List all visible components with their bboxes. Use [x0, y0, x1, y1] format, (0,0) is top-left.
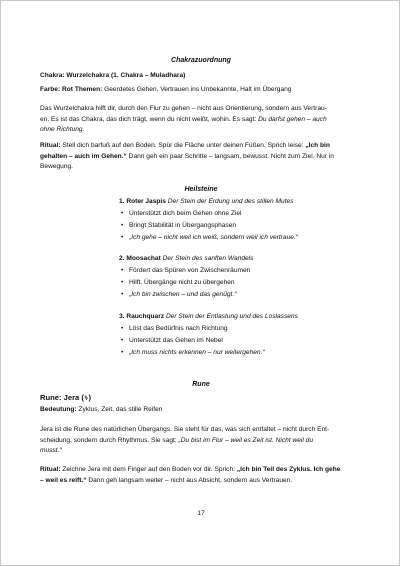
stone-number: 2. [119, 255, 125, 262]
chakra-paragraph-line-2 [40, 115, 362, 126]
stone-title-1 [119, 197, 294, 208]
color-themes-line [40, 85, 362, 96]
stone-name: Moosachat [126, 255, 161, 262]
stone-2-quote: • „Ich bin zwischen – und das genügt.“ [129, 290, 236, 301]
rune-ritual-line-1-bold: „Ich bin Teil des Zyklus. Ich gehe [236, 466, 341, 473]
chakra-ritual-line-1 [40, 141, 362, 152]
section-heading-rune: Rune [192, 381, 210, 388]
rune-paragraph [40, 425, 362, 457]
rune-paragraph-line-1: Jera ist die Rune des natürlichen Übergangs. Sie steht für das, was sich entfaltet – nicht durch Ent- [40, 426, 330, 433]
rune-paragraph-line-2-italic: „Du bist im Flur – weil es Zeit ist. Nicht weil du [178, 436, 314, 444]
section-heading-chakra: Chakrazuordnung [171, 57, 231, 64]
stone-subtitle: Der Stein der Entlastung und des Loslassens [165, 313, 298, 320]
rune-paragraph-line-3: musst.“ [40, 447, 62, 455]
rune-meaning-value: Zyklus, Zeit, das stille Reifen [78, 406, 163, 413]
rune-paragraph-line-2 [40, 436, 362, 447]
chakra-ritual-line-2 [40, 152, 362, 163]
stone-2-bullet-2: • Hilft, Übergänge nicht zu übergehen [129, 278, 235, 289]
chakra-ritual-line-1-bold: „Ich bin [305, 142, 330, 149]
chakra-paragraph [40, 104, 362, 136]
chakra-line: Chakra: Wurzelchakra (1. Chakra – Muladhara) [40, 72, 186, 79]
rune-paragraph-line-2-text: scheidung, sondern durch Rhythmus. Sie sagt: [40, 436, 179, 444]
stone-3-quote: • „Ich muss nichts erkennen – nur weitergehen.“ [129, 348, 265, 359]
color-label: Farbe: Rot [40, 86, 73, 93]
rune-ritual-line-1-text: Zeichne Jera mit dem Finger auf den Boden vor dir. Sprich: [62, 466, 237, 473]
stone-number: 3. [119, 313, 125, 320]
page-number: 17 [197, 510, 205, 517]
chakra-ritual-line-2-bold: gehalten – auch im Gehen.“ [40, 152, 127, 160]
stone-subtitle: Der Stein der Erdung und des stillen Mutes [167, 198, 294, 205]
chakra-ritual-line-1-text: Stell dich barfuß auf den Boden. Spür die Fläche unter deinen Füßen. Sprich leise: [62, 142, 306, 149]
rune-ritual-line-1 [40, 465, 362, 476]
chakra-paragraph-line-3: ohne Richtung. [40, 126, 85, 134]
stone-3-bullet-2: • Unterstützt das Gehen im Nebel [129, 336, 223, 347]
chakra-ritual-label: Ritual: [40, 142, 61, 149]
section-heading-stones: Heilsteine [184, 186, 218, 193]
rune-ritual-line-2-bold: – weil es reift.“ [40, 476, 87, 484]
stone-name: Rauchquarz [126, 313, 165, 320]
stone-1-bullet-1: • Unterstützt dich beim Gehen ohne Ziel [129, 209, 242, 220]
chakra-ritual-line-3: Bewegung. [40, 163, 73, 171]
rune-ritual-label: Ritual: [40, 466, 61, 473]
stone-title-3 [119, 312, 298, 323]
chakra-ritual-line-2-text: Dann geh ein paar Schritte – langsam, bewusst. Nicht zum Ziel. Nur in [126, 152, 334, 160]
rune-ritual-line-2-text: Dann geh langsam weiter – nicht aus Absicht, sondern aus Vertrauen. [86, 476, 293, 484]
stone-subtitle: Der Stein des sanften Wandels [162, 255, 254, 262]
stone-title-2 [119, 254, 253, 265]
chakra-paragraph-line-2-italic: Du darfst gehen – auch [258, 115, 327, 123]
chakra-paragraph-line-2-text: en. Es ist das Chakra, das dich trägt, wenn du nicht weißt, wohin. Es sagt: [40, 115, 259, 123]
chakra-ritual [40, 141, 362, 173]
rune-title: Rune: Jera (ᛃ) [40, 393, 91, 402]
stone-name: Roter Jaspis [126, 198, 166, 205]
rune-meaning-line [40, 405, 362, 416]
rune-ritual-line-2 [40, 476, 362, 487]
chakra-paragraph-line-1: Das Wurzelchakra hilft dir, durch den Flur zu gehen – nicht aus Orientierung, sondern aus Vertrau- [40, 105, 327, 112]
themes-label: Themen: [74, 86, 103, 93]
stone-2-bullet-1: • Fördert das Spüren von Zwischenräumen [129, 266, 250, 277]
rune-meaning-label: Bedeutung: [40, 406, 77, 413]
stone-number: 1. [119, 198, 125, 205]
stone-1-bullet-2: • Bringt Stabilität in Übergangsphasen [129, 221, 236, 232]
rune-ritual [40, 465, 362, 486]
themes-value: Geerdetes Gehen, Vertrauen ins Unbekannte, Halt im Übergang [104, 86, 292, 93]
stone-1-quote: • „Ich gehe – nicht weil ich weiß, sondern weil ich vertraue.“ [129, 233, 298, 244]
stone-3-bullet-1: • Löst das Bedürfnis nach Richtung [129, 324, 228, 335]
